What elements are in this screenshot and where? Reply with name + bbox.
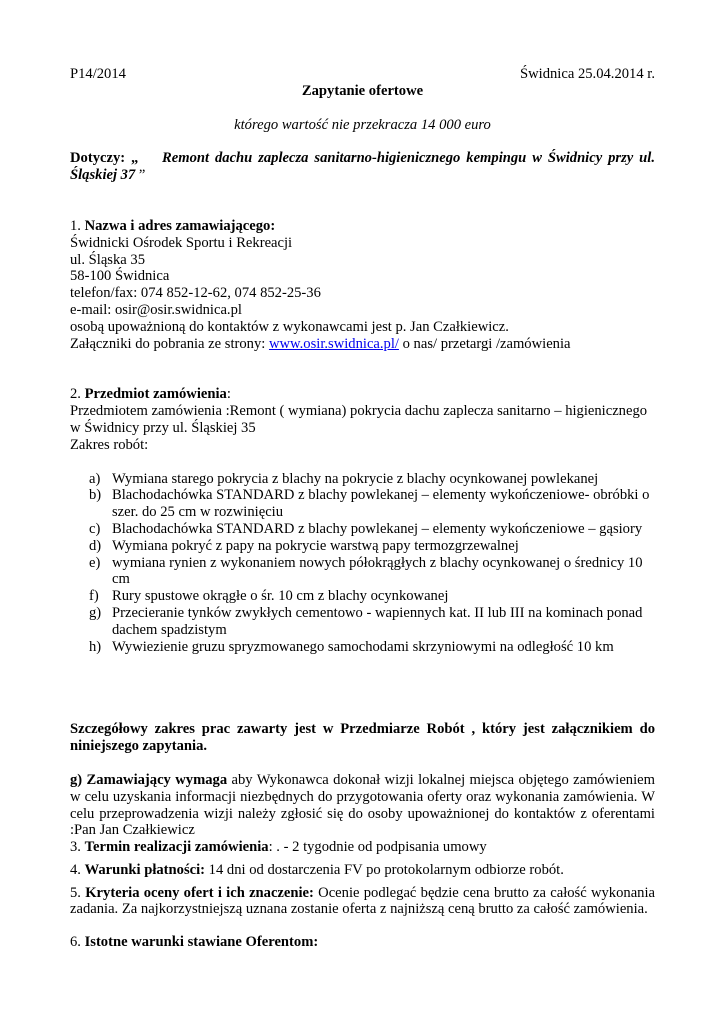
order-description: Przedmiotem zamówienia :Remont ( wymiana) pokrycia dachu zaplecza sanitarno – higienicznego w Świdnicy przy ul. Śląskiej 35 — [70, 403, 648, 436]
section-4: 4. Warunki płatności: 14 dni od dostarczenia FV po protokolarnym odbiorze robót. — [70, 861, 564, 878]
list-item: b) Blachodachówka STANDARD z blachy powlekanej – elementy wykończeniowe- obróbki o szer. do 25 cm w rozwinięciu — [89, 487, 650, 521]
detail-note: Szczegółowy zakres prac zawarty jest w Przedmiarze Robót , który jest załącznikiem do niniejszego zapytania. — [70, 721, 655, 755]
subject-label: Dotyczy: „ — [70, 150, 139, 167]
section-3-heading: Termin realizacji zamówienia — [84, 839, 269, 856]
requirement-heading: g) Zamawiający wymaga — [70, 771, 228, 788]
document-subtitle: którego wartość nie przekracza 14 000 euro — [234, 116, 491, 133]
section-4-heading: Warunki płatności: — [84, 861, 206, 878]
subject-paragraph — [70, 150, 655, 184]
section-1: 1. Nazwa i adres zamawiającego: Świdnicki Ośrodek Sportu i Rekreacji ul. Śląska 35 58-100 Świdnica telefon/fax: 074 852-12-62, 074 852-25-36 e-mail: osir@osir.swidnica.pl osobą upoważnioną do kontaktów z wykonawcami jest p. Jan Czałkiewicz. Załączniki do pobrania ze strony: www.osir.swidnica.pl/ o nas/ przetargi /zamówienia — [70, 218, 655, 352]
orderer-city: 58-100 Świdnica — [70, 268, 170, 285]
requirement-paragraph: g) Zamawiający wymaga aby Wykonawca dokonał wizji lokalnej miejsca objętego zamówieniem w celu uzyskania informacji niezbędnych do przygotowania oferty oraz wykonania zamówienia. W celu przeprowadzenia wizji należy zgłosić się do osoby upoważnionej do kontaktów z oferentami :Pan Jan Czałkiewicz — [70, 771, 655, 839]
section-2: 2. Przedmiot zamówienia: Przedmiotem zamówienia :Remont ( wymiana) pokrycia dachu zaplecza sanitarno – higienicznego w Świdnicy przy ul. Śląskiej 35 Zakres robót: a) Wymiana starego pokrycia z blachy na pokrycie z blachy ocynkowanej powlekanej b) Blachodachówka STANDARD z blachy powlekanej – elementy wykończeniowe- obróbki o szer. do 25 cm w rozwinięciu c) Blachodachówka STANDARD z blachy powlekanej – elementy wykończeniowe – gąsiory d) Wymiana pokryć z papy na pokrycie warstwą papy termozgrzewalnej e) wymiana rynien z wykonaniem nowych półokrągłych z blachy ocynkowanej o średnicy 10 cm f) Rury spustowe okrągłe o śr. 10 cm z blachy ocynkowanej g) Przecieranie tynków zwykłych cementowo - wapiennych kat. II lub III na kominach ponad dachem spadzistym h) Wywiezienie gruzu spryzmowanego samochodami skrzyniowymi na odległość 10 km — [70, 386, 655, 655]
list-item: c) Blachodachówka STANDARD z blachy powlekanej – elementy wykończeniowe – gąsiory — [89, 520, 643, 537]
section-5-heading: Kryteria oceny ofert i ich znaczenie: — [85, 884, 314, 901]
list-item: g) Przecieranie tynków zwykłych cementowo - wapiennych kat. II lub III na kominach ponad dachem spadzistym — [89, 604, 643, 638]
document-page — [70, 66, 655, 951]
section-6: 6. Istotne warunki stawiane Oferentom: — [70, 934, 319, 951]
section-3: 3. Termin realizacji zamówienia: . - 2 tygodnie od podpisania umowy — [70, 839, 487, 856]
section-1-heading: Nazwa i adres zamawiającego: — [84, 217, 276, 234]
contact-person: osobą upoważnioną do kontaktów z wykonawcami jest p. Jan Czałkiewicz. — [70, 318, 509, 335]
reference-number: P14/2014 — [70, 66, 126, 82]
header-row — [70, 66, 655, 83]
section-5: 5. Kryteria oceny ofert i ich znaczenie: Ocenie podlegać będzie cena brutto za całość wykonania zadania. Za najkorzystniejszą uznana zostanie oferta z najniższą ceną brutto za całość zamówienia. — [70, 884, 655, 918]
place-date: Świdnica 25.04.2014 r. — [520, 66, 655, 82]
scope-label: Zakres robót: — [70, 436, 149, 453]
document-title: Zapytanie ofertowe — [301, 82, 424, 99]
list-item: h) Wywiezienie gruzu spryzmowanego samochodami skrzyniowymi na odległość 10 km — [89, 638, 614, 655]
attachments-line: Załączniki do pobrania ze strony: www.osir.swidnica.pl/ o nas/ przetargi /zamówienia — [70, 335, 571, 352]
orderer-email: e-mail: osir@osir.swidnica.pl — [70, 301, 242, 318]
list-item: d) Wymiana pokryć z papy na pokrycie warstwą papy termozgrzewalnej — [89, 537, 519, 554]
subject-closing-quote: ” — [135, 167, 146, 184]
orderer-name: Świdnicki Ośrodek Sportu i Rekreacji — [70, 234, 293, 251]
list-item: f) Rury spustowe okrągłe o śr. 10 cm z blachy ocynkowanej — [89, 588, 449, 605]
website-link[interactable]: www.osir.swidnica.pl/ — [268, 335, 399, 352]
subject-title: Remont dachu zaplecza sanitarno-higienicznego kempingu w Świdnicy przy ul. Śląskiej 37 — [70, 150, 655, 184]
section-6-heading: Istotne warunki stawiane Oferentom: — [84, 934, 319, 951]
list-item: a) Wymiana starego pokrycia z blachy na pokrycie z blachy ocynkowanej powlekanej — [89, 470, 599, 487]
list-item: e) wymiana rynien z wykonaniem nowych półokrągłych z blachy ocynkowanej o średnicy 10 cm — [89, 554, 643, 588]
orderer-street: ul. Śląska 35 — [70, 251, 145, 268]
section-2-heading: Przedmiot zamówienia — [84, 386, 227, 403]
orderer-phone: telefon/fax: 074 852-12-62, 074 852-25-36 — [70, 285, 321, 302]
scope-list — [70, 471, 655, 656]
